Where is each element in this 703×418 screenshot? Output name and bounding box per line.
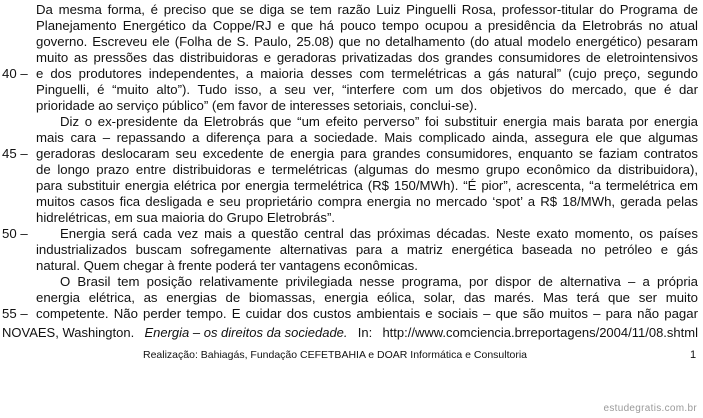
line-number: 55 – [2,306,28,321]
text-line: Planejamento Energético da Coppe/RJ e que há pouco tempo ocupou a presidência da Eletrobrás no atual [36,18,698,33]
line-number: 40 – [2,66,28,81]
page-footer: Realização: Bahiagás, Fundação CEFETBAHIA e DOAR Informática e Consultoria [143,349,528,361]
text-line: Diz o ex-presidente da Eletrobrás que “um efeito perverso” foi substituir energia mais barata por energia [60,114,698,129]
text-line: natural. Quem chegar à frente poderá ter vantagens econômicas. [36,258,418,273]
text-line: Pinguelli, é “muito alto”). Tudo isso, a seu ver, “interfere com um dos objetivos do mercado, que é dar [36,82,698,97]
text-line: muito as pressões das distribuidoras e geradoras privatizadas dos grandes consumidores de eletrointensivos [36,50,698,65]
reference-title: Energia – os direitos da sociedade. [144,325,348,340]
reference-in: In: [357,325,373,340]
text-line: para substituir energia elétrica por energia termelétrica (R$ 150/MWh). “É pior”, acrescenta, “a termelétrica em [36,178,698,193]
text-line: competente. Não perder tempo. E cuidar dos custos ambientais e sociais – que são muitos – para não pagar [36,306,698,321]
text-line: e dos produtores independentes, a maioria desses com termelétricas a gás natural” (cujo preço, segundo [36,66,698,81]
text-line: de longo prazo entre distribuidoras e termelétricas (algumas do mesmo grupo econômico da distribuidora), [36,162,698,177]
text-line: O Brasil tem posição relativamente privilegiada nesse programa, por dispor de alternativa – a própria [60,274,698,289]
page-number: 1 [690,349,697,361]
text-line: industrializados buscam sofregamente alternativas para a matriz energética baseada no petróleo e gás [36,242,698,257]
text-line: Energia será cada vez mais a questão central das próximas décadas. Neste exato momento, os países [60,226,698,241]
bibliographic-reference [2,325,698,341]
text-line: energia elétrica, as energias de biomassas, energia eólica, solar, das marés. Mas terá que ser muito [36,290,698,305]
text-line: muitos casos fica desligada e seu proprietário compra energia no mercado ‘spot’ a R$ 18/MWh, gerada pelas [36,194,698,209]
reference-url: http://www.comciencia.brreportagens/2004/11/08.shtml [382,325,698,340]
reference-author: NOVAES, Washington. [2,325,135,340]
line-number: 45 – [2,146,28,161]
text-line: mais cara – repassando a diferença para a sociedade. Mais complicado ainda, assegura ele que algumas [36,130,698,145]
text-line: hidrelétricas, em sua maioria do Grupo Eletrobrás”. [36,210,336,225]
text-line: prioridade ao serviço público” (em favor de interesses setoriais, conclui-se). [36,98,478,113]
text-line: governo. Escreveu ele (Folha de S. Paulo, 25.08) que no detalhamento (do atual modelo energético) pesaram [36,34,698,49]
text-line: Da mesma forma, é preciso que se diga se tem razão Luiz Pinguelli Rosa, professor-titular do Programa de [36,2,698,17]
watermark: estudegratis.com.br [603,403,697,414]
line-number: 50 – [2,226,28,241]
text-line: geradoras deslocaram seu excedente de energia para grandes consumidores, enquanto se faziam contratos [36,146,698,161]
